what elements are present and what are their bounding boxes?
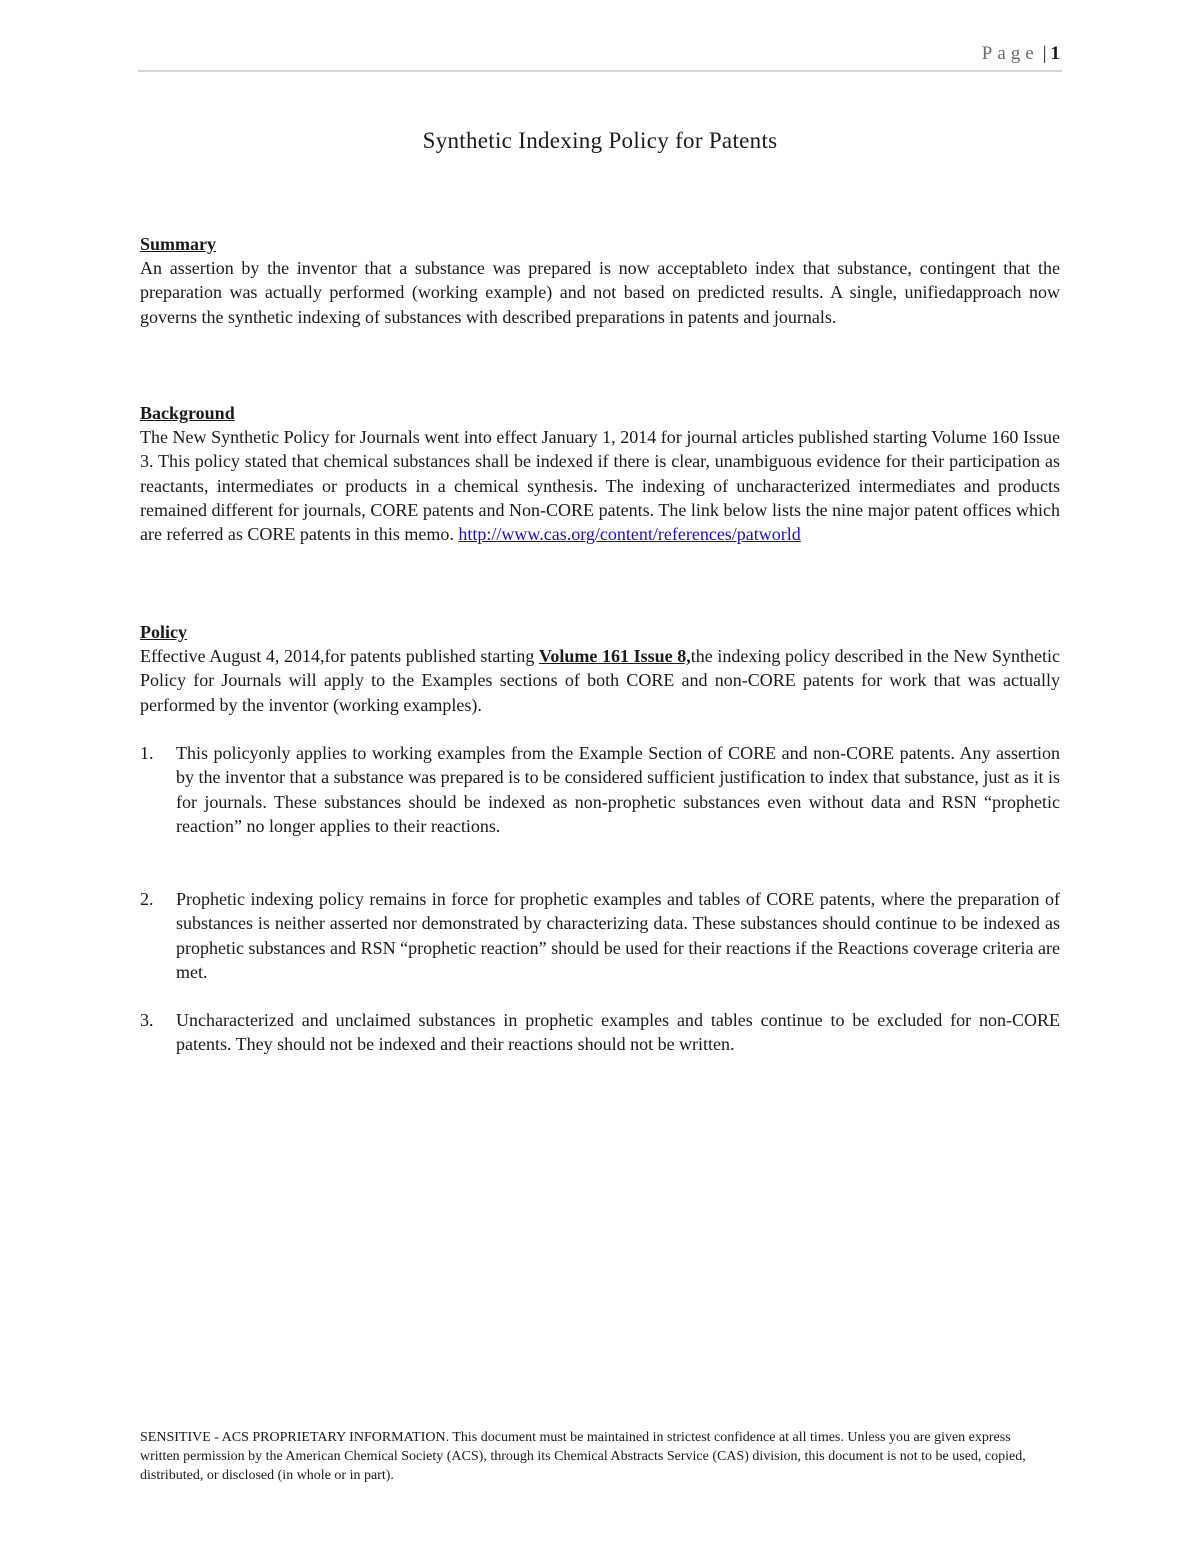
policy-item-number: 3.: [140, 1010, 154, 1030]
policy-item-number: 1.: [140, 743, 154, 763]
page-word: Page: [981, 43, 1039, 64]
confidentiality-footer: SENSITIVE - ACS PROPRIETARY INFORMATION. This document must be maintained in strictest confidence at all times. Unless you are given express written permission by the American Chemical Society (ACS), through its Chemical Abstracts Service (CAS) division, this document is not to be used, copied, distributed, or disclosed (in whole or in part).: [140, 1430, 1026, 1483]
background-paragraph: [140, 425, 1060, 546]
page-header: [138, 40, 1062, 72]
policy-intro-before: Effective August 4, 2014,for patents published starting: [140, 646, 539, 666]
policy-heading: Policy: [140, 622, 187, 642]
summary-section: [140, 232, 1060, 329]
background-text: The New Synthetic Policy for Journals went into effect January 1, 2014 for journal articles published starting Volume 160 Issue 3. This policy stated that chemical substances shall be indexed if there is clear, unambiguous evidence for their participation as reactants, intermediates or products in a chemical synthesis. The indexing of uncharacterized intermediates and products remained different for journals, CORE patents and Non-CORE patents. The link below lists the nine major patent offices which are referred as CORE patents in this memo.: [140, 427, 1060, 545]
policy-item-text: Uncharacterized and unclaimed substances in prophetic examples and tables continue to be excluded for non-CORE patents. They should not be indexed and their reactions should not be written.: [176, 1010, 1060, 1055]
policy-item-2: [140, 887, 1060, 984]
page-number: 1: [1050, 43, 1060, 64]
page-number-label: [982, 43, 1060, 65]
background-section: [140, 401, 1060, 546]
policy-item-text: Prophetic indexing policy remains in force for prophetic examples and tables of CORE patents, where the preparation of substances is neither asserted nor demonstrated by characterizing data. These substances should continue to be indexed as prophetic substances and RSN “prophetic reaction” should be used for their reactions if the Reactions coverage criteria are met.: [176, 889, 1060, 982]
policy-intro-after: the indexing policy described in the New Synthetic Policy for Journals will apply to the Examples sections of both CORE and non-CORE patents for work that was actually performed by the inventor (working examples).: [140, 646, 1060, 715]
policy-item-3: [140, 1008, 1060, 1057]
policy-volume: Volume 161 Issue 8,: [538, 646, 691, 666]
policy-item-1: [140, 741, 1060, 838]
summary-text: An assertion by the inventor that a substance was prepared is now acceptableto index that substance, contingent that the preparation was actually performed (working example) and not based on predicted results. A single, unifiedapproach now governs the synthetic indexing of substances with described preparations in patents and journals.: [140, 258, 1060, 327]
summary-heading: Summary: [140, 234, 216, 254]
policy-item-number: 2.: [140, 889, 154, 909]
policy-intro: [140, 644, 1060, 717]
document-title: Synthetic Indexing Policy for Patents: [422, 128, 778, 153]
policy-section: [140, 620, 1060, 717]
policy-item-text: This policyonly applies to working examples from the Example Section of CORE and non-CORE patents. Any assertion by the inventor that a substance was prepared is to be considered sufficient justification to index that substance, just as it is for journals. These substances should be indexed as non-prophetic substances even without data and RSN “prophetic reaction” no longer applies to their reactions.: [176, 743, 1060, 836]
patworld-link[interactable]: http://www.cas.org/content/references/patworld: [458, 524, 801, 545]
background-heading: Background: [140, 403, 235, 423]
page-separator: |: [1042, 43, 1047, 64]
